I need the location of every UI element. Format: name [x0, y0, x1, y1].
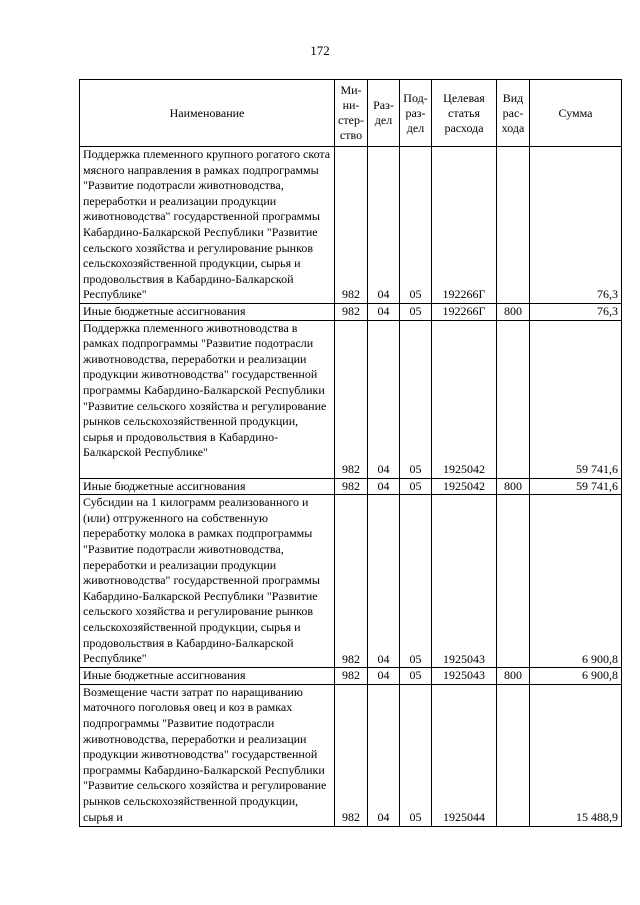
row-amount: 76,3 [530, 304, 622, 321]
header-target: Целевая статья расхода [432, 80, 497, 147]
row-expense-type [497, 495, 530, 668]
header-expense-type: Вид рас- хода [497, 80, 530, 147]
table-row [80, 684, 622, 826]
row-section: 04 [368, 495, 400, 668]
header-name: Наименование [80, 80, 335, 147]
row-expense-type: 800 [497, 668, 530, 685]
row-subsection: 05 [400, 320, 432, 478]
row-section: 04 [368, 320, 400, 478]
row-expense-type [497, 684, 530, 826]
table-row [80, 304, 622, 321]
row-name: Субсидии на 1 килограмм реализованного и (или) отгруженного на собственную переработку молока в рамках подпрограммы "Развитие подотрасли животноводства, переработки и реализации продукции животноводства" государственной программы Кабардино-Балкарской Республики "Развитие сельского хозяйства и регулирование рынков сельскохозяйственной продукции, сырья и продовольствия в Кабардино-Балкарской Республике" [80, 495, 335, 668]
row-ministry: 982 [335, 495, 368, 668]
row-expense-type [497, 147, 530, 304]
row-amount: 6 900,8 [530, 495, 622, 668]
row-ministry: 982 [335, 304, 368, 321]
row-amount: 15 488,9 [530, 684, 622, 826]
row-target: 1925043 [432, 495, 497, 668]
row-section: 04 [368, 147, 400, 304]
table-row [80, 478, 622, 495]
row-subsection: 05 [400, 684, 432, 826]
row-name: Поддержка племенного животноводства в рамках подпрограммы "Развитие подотрасли животноводства, переработки и реализации продукции животноводства" государственной программы Кабардино-Балкарской Республики "Развитие сельского хозяйства и регулирование рынков сельскохозяйственной продукции, сырья и продовольствия в Кабардино-Балкарской Республике" [80, 320, 335, 478]
header-row [80, 80, 622, 147]
row-section: 04 [368, 684, 400, 826]
header-subsection: Под- раз- дел [400, 80, 432, 147]
table-row [80, 668, 622, 685]
table-row [80, 147, 622, 304]
budget-table [79, 79, 622, 827]
row-expense-type: 800 [497, 478, 530, 495]
row-section: 04 [368, 304, 400, 321]
row-expense-type [497, 320, 530, 478]
row-subsection: 05 [400, 668, 432, 685]
page-number: 172 [310, 43, 330, 58]
row-target: 192266Г [432, 304, 497, 321]
row-section: 04 [368, 478, 400, 495]
row-ministry: 982 [335, 668, 368, 685]
row-ministry: 982 [335, 684, 368, 826]
row-target: 1925044 [432, 684, 497, 826]
row-target: 1925042 [432, 320, 497, 478]
row-ministry: 982 [335, 320, 368, 478]
row-expense-type: 800 [497, 304, 530, 321]
row-name: Поддержка племенного крупного рогатого скота мясного направления в рамках подпрограммы "Развитие подотрасли животноводства, переработки и реализации продукции животноводства" государственной программы Кабардино-Балкарской Республики "Развитие сельского хозяйства и регулирование рынков сельскохозяйственной продукции, сырья и продовольствия в Кабардино-Балкарской Республике" [80, 147, 335, 304]
row-target: 1925042 [432, 478, 497, 495]
row-name: Возмещение части затрат по наращиванию маточного поголовья овец и коз в рамках подпрограммы "Развитие подотрасли животноводства, переработки и реализации продукции животноводства" государственной программы Кабардино-Балкарской Республики "Развитие сельского хозяйства и регулирование рынков сельскохозяйственной продукции, сырья и [80, 684, 335, 826]
row-section: 04 [368, 668, 400, 685]
row-name: Иные бюджетные ассигнования [80, 668, 335, 685]
row-amount: 76,3 [530, 147, 622, 304]
row-subsection: 05 [400, 495, 432, 668]
row-name: Иные бюджетные ассигнования [80, 478, 335, 495]
row-subsection: 05 [400, 147, 432, 304]
row-amount: 6 900,8 [530, 668, 622, 685]
row-subsection: 05 [400, 478, 432, 495]
table-row [80, 320, 622, 478]
row-target: 192266Г [432, 147, 497, 304]
row-amount: 59 741,6 [530, 320, 622, 478]
header-section: Раз- дел [368, 80, 400, 147]
row-target: 1925043 [432, 668, 497, 685]
row-ministry: 982 [335, 478, 368, 495]
row-subsection: 05 [400, 304, 432, 321]
table-row [80, 495, 622, 668]
header-amount: Сумма [530, 80, 622, 147]
row-ministry: 982 [335, 147, 368, 304]
header-ministry: Ми- ни- стер- ство [335, 80, 368, 147]
row-name: Иные бюджетные ассигнования [80, 304, 335, 321]
row-amount: 59 741,6 [530, 478, 622, 495]
